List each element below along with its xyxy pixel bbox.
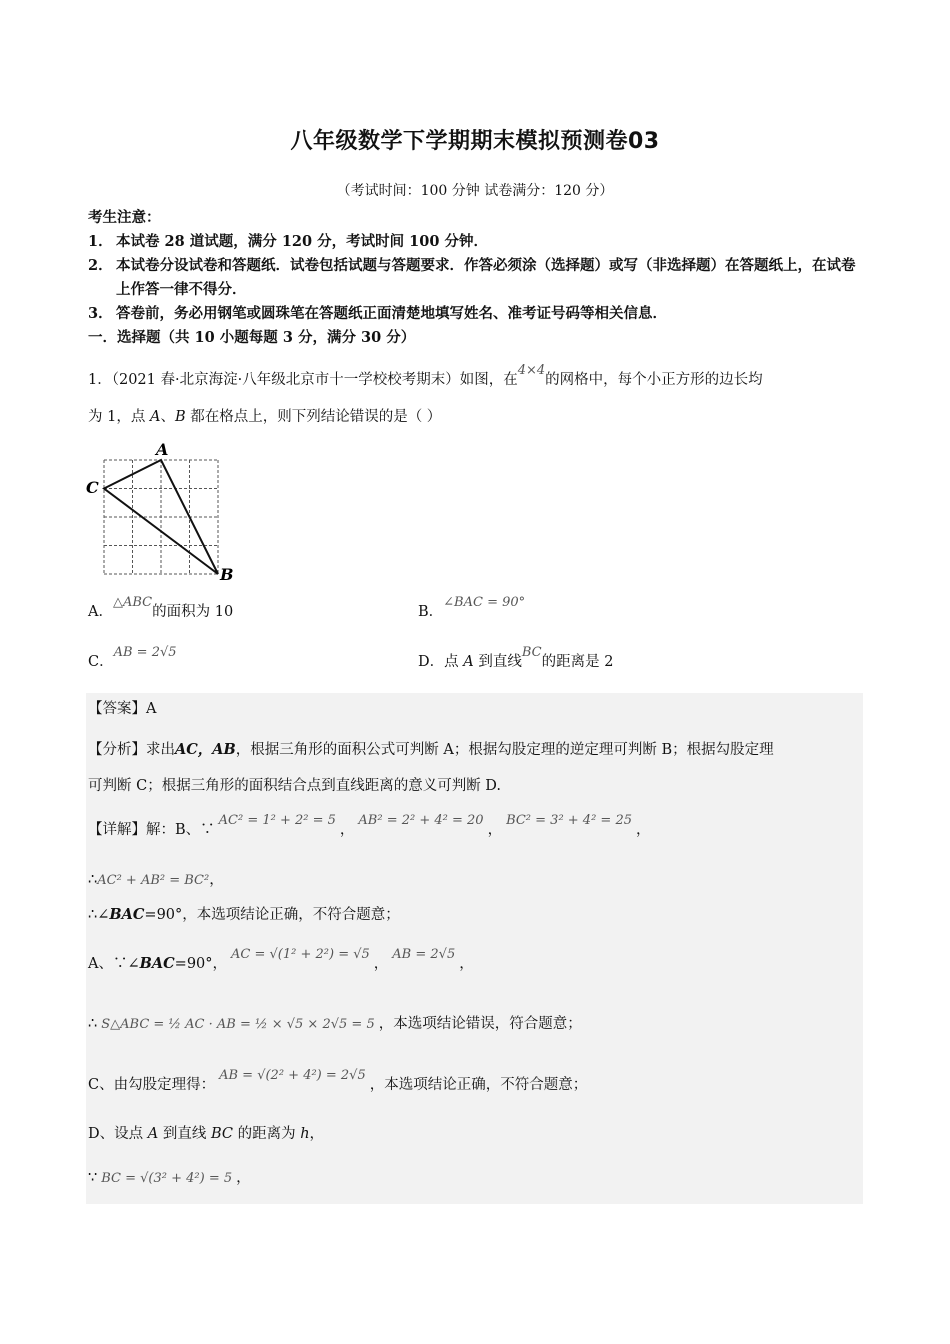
stem-text: 为 1，点 <box>88 409 150 425</box>
equation: S△ABC = ½ AC · AB = ½ × √5 × 2√5 = 5 <box>101 1017 375 1032</box>
detail-text: ，本选项结论错误，符合题意； <box>378 1016 582 1032</box>
equation: AB = √(2² + 4²) = 2√5 <box>219 1068 366 1083</box>
point-label: A <box>149 409 161 425</box>
angle-var: BAC <box>139 955 175 972</box>
punct: ， <box>636 822 651 838</box>
option-label: D． <box>418 654 445 670</box>
therefore-symbol: ∴ <box>88 872 98 888</box>
detail-text: D、设点 <box>88 1126 148 1142</box>
notice-item-text: 本试卷分设试卷和答题纸．试卷包括试题与答题要求．作答必须涂（选择题）或写（非选择题）在答题纸上，在试卷上作答一律不得分． <box>116 257 856 298</box>
analysis-block <box>88 732 863 804</box>
option-label: B． <box>418 604 444 620</box>
detail-text: 解：B、∵ <box>146 822 215 838</box>
answer-label: 【答案】 <box>88 701 146 717</box>
notice-item-number: 2． <box>88 257 113 274</box>
notice-block <box>88 206 863 326</box>
punct: ， <box>309 1126 325 1142</box>
option-b <box>418 595 526 621</box>
detail-text: 到直线 <box>158 1126 211 1142</box>
option-text: 到直线 <box>473 654 522 670</box>
detail-text: A、∵∠ <box>88 956 140 972</box>
punct: ， <box>209 872 224 888</box>
option-label: A． <box>88 604 113 620</box>
equation: AC² = 1² + 2² = 5 <box>218 813 336 828</box>
detail-line-8 <box>88 1166 863 1191</box>
grid-expression: 4×4 <box>517 363 546 378</box>
option-c <box>88 645 177 671</box>
stem-text: 、 <box>160 409 175 425</box>
point-label: B <box>174 409 186 425</box>
option-math: △ABC <box>112 595 153 610</box>
option-text: 点 <box>444 654 464 670</box>
stem-text: 如图，在 <box>459 372 518 388</box>
notice-item-text: 答卷前，务必用钢笔或圆珠笔在答题纸正面清楚地填写姓名、准考证号码等相关信息． <box>116 305 667 322</box>
punct: ， <box>459 956 474 972</box>
detail-line-1 <box>88 813 863 843</box>
variable-h: h <box>300 1126 310 1142</box>
label-a: A <box>156 440 169 459</box>
answer-value: A <box>146 701 157 717</box>
notice-item <box>88 230 863 254</box>
detail-text: ，本选项结论正确，不符合题意； <box>369 1077 588 1093</box>
equation: AB² = 2² + 4² = 20 <box>358 813 484 828</box>
option-math: AB = 2√5 <box>113 645 177 660</box>
equation: AB = 2√5 <box>392 947 456 962</box>
point-label: A <box>463 654 474 670</box>
punct: ， <box>487 822 503 838</box>
angle-var: BAC <box>109 906 145 923</box>
detail-text: =90°， <box>174 956 228 972</box>
because-symbol: ∵ <box>88 1170 98 1186</box>
notice-item-number: 3． <box>88 305 113 322</box>
question-1-stem <box>88 362 863 435</box>
punct: ， <box>236 1170 251 1186</box>
equation: BC = √(3² + 4²) = 5 <box>101 1171 233 1186</box>
equation: AC² + AB² = BC² <box>97 873 210 888</box>
option-d <box>418 645 614 671</box>
question-number: 1． <box>88 372 112 388</box>
notice-heading: 考生注意： <box>88 209 161 226</box>
detail-text: ∴∠ <box>88 907 110 923</box>
option-math: BC <box>521 645 542 660</box>
detail-line-3 <box>88 903 863 927</box>
section-heading: 一．选择题（共 10 小题每题 3 分，满分 30 分） <box>88 329 416 346</box>
option-label: C． <box>88 654 114 670</box>
detail-line-6 <box>88 1068 863 1098</box>
detail-label: 【详解】 <box>88 822 146 838</box>
option-text: 的距离是 2 <box>541 654 614 670</box>
notice-item-text: 本试卷 28 道试题，满分 120 分，考试时间 100 分钟． <box>116 233 488 250</box>
notice-item <box>88 254 863 302</box>
analysis-text: 求出 <box>146 742 175 758</box>
equation: BC² = 3² + 4² = 25 <box>506 813 632 828</box>
detail-line-2 <box>88 868 863 893</box>
line-label: BC <box>210 1126 233 1142</box>
detail-line-5 <box>88 1012 863 1037</box>
notice-item <box>88 302 863 326</box>
detail-text: 的距离为 <box>232 1126 301 1142</box>
triangle-grid-figure <box>84 438 244 588</box>
therefore-symbol: ∴ <box>88 1016 98 1032</box>
detail-text: =90°，本选项结论正确，不符合题意； <box>144 907 400 923</box>
detail-text: C、由勾股定理得： <box>88 1077 216 1093</box>
document-title: 八年级数学下学期期末模拟预测卷03 <box>290 129 660 154</box>
analysis-label: 【分析】 <box>88 742 146 758</box>
answer-line <box>88 697 863 721</box>
detail-line-7 <box>88 1122 863 1146</box>
exam-meta: （考试时间：100 分钟 试卷满分：120 分） <box>336 183 614 199</box>
equation: AC = √(1² + 2²) = √5 <box>231 947 370 962</box>
analysis-vars: AC，AB <box>175 741 236 758</box>
grid-lines <box>104 460 218 574</box>
analysis-text: 可判断 C；根据三角形的面积结合点到直线距离的意义可判断 D. <box>88 778 502 794</box>
question-source: （2021 春·北京海淀·八年级北京市十一学校校考期末） <box>111 372 460 388</box>
notice-item-number: 1． <box>88 233 113 250</box>
option-a <box>88 595 234 621</box>
punct: ， <box>339 822 355 838</box>
punct: ， <box>373 956 389 972</box>
point-label: A <box>147 1126 159 1142</box>
detail-line-4 <box>88 947 863 977</box>
analysis-text: ，根据三角形的面积公式可判断 A；根据勾股定理的逆定理可判断 B；根据勾股定理 <box>235 742 774 758</box>
stem-text: 的网格中，每个小正方形的边长均 <box>545 372 763 388</box>
stem-text: 都在格点上，则下列结论错误的是（ ） <box>185 409 442 425</box>
label-c: C <box>86 478 99 497</box>
option-text: 的面积为 10 <box>152 604 234 620</box>
option-math: ∠BAC = 90° <box>443 595 526 610</box>
label-b: B <box>220 565 234 584</box>
